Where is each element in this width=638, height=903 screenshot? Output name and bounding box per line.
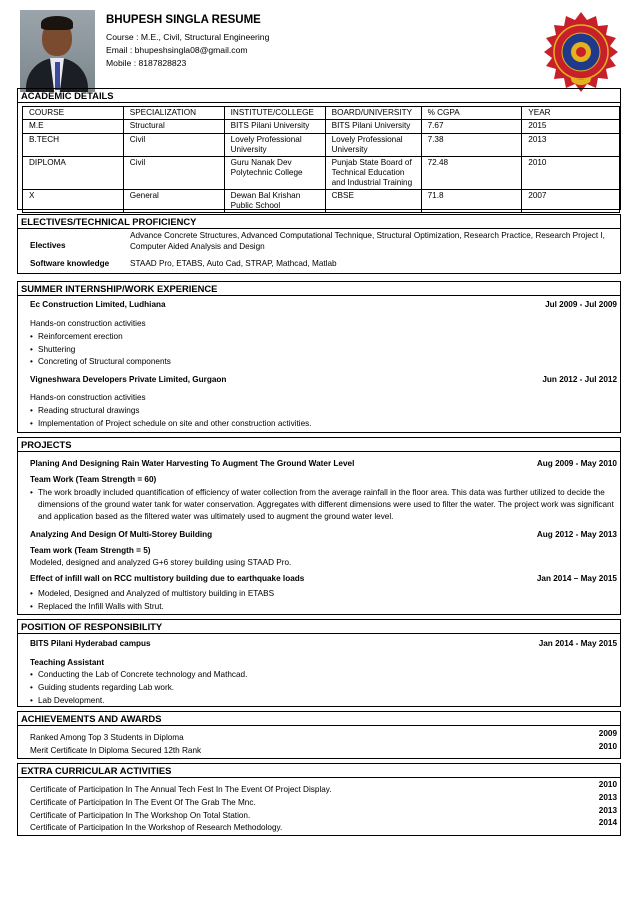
bullet-item: • Concreting of Structural components [38, 356, 171, 367]
project-description: Modeled, designed and analyzed G+6 storey building using STAAD Pro. [30, 558, 292, 567]
experience-intro: Hands-on construction activities [30, 393, 146, 402]
company-name: Vigneshwara Developers Private Limited, Gurgaon [30, 375, 227, 384]
company-name: Ec Construction Limited, Ludhiana [30, 300, 166, 309]
bullet-item: • Lab Development. [38, 695, 104, 706]
bullet-item: • Guiding students regarding Lab work. [38, 682, 174, 693]
project-title: Planing And Designing Rain Water Harvesting To Augment The Ground Water Level [30, 459, 355, 468]
table-row [23, 134, 620, 157]
table-cell: Dewan Bal Krishan Public School [224, 190, 325, 213]
table-cell: Lovely Professional University [325, 134, 421, 157]
table-cell: DIPLOMA [23, 157, 124, 190]
activity-year: 2014 [598, 818, 617, 827]
software-label: Software knowledge [30, 259, 110, 268]
table-cell: 7.67 [421, 120, 522, 134]
table-cell: General [123, 190, 224, 213]
table-header: INSTITUTE/COLLEGE [224, 107, 325, 120]
table-cell: 72.48 [421, 157, 522, 190]
table-cell: Punjab State Board of Technical Education and Industrial Training [325, 157, 421, 190]
date-range: Aug 2009 - May 2010 [536, 459, 617, 468]
software-value: STAAD Pro, ETABS, Auto Cad, STRAP, Mathcad, Matlab [130, 259, 337, 268]
table-cell: Guru Nanak Dev Polytechnic College [224, 157, 325, 190]
section-title-projects: PROJECTS [17, 437, 621, 451]
table-cell: BITS Pilani University [325, 120, 421, 134]
table-cell: 2007 [522, 190, 620, 213]
table-cell: Civil [123, 157, 224, 190]
table-header: % CGPA [421, 107, 522, 120]
activity-item: Certificate of Participation In The Annual Tech Fest In The Event Of Project Display. [30, 785, 332, 794]
activity-year: 2010 [598, 780, 617, 789]
team-info: Team work (Team Strength = 5) [30, 546, 151, 555]
organization-name: BITS Pilani Hyderabad campus [30, 639, 151, 648]
date-range: Jan 2014 – May 2015 [536, 574, 617, 583]
mobile-line: Mobile : 8187828823 [106, 58, 187, 68]
activity-item: Certificate of Participation In The Event Of The Grab The Mnc. [30, 798, 256, 807]
section-title-experience: SUMMER INTERNSHIP/WORK EXPERIENCE [17, 281, 621, 295]
table-cell: M.E [23, 120, 124, 134]
section-title-achievements: ACHIEVEMENTS AND AWARDS [17, 711, 621, 725]
table-cell: BITS Pilani University [224, 120, 325, 134]
table-cell: 2015 [522, 120, 620, 134]
date-range: Jun 2012 - Jul 2012 [542, 375, 617, 384]
bullet-item: • Replaced the Infill Walls with Strut. [38, 601, 164, 612]
project-title: Effect of infill wall on RCC multistory building due to earthquake loads [30, 574, 305, 583]
achievement-year: 2009 [598, 729, 617, 738]
table-row [23, 120, 620, 134]
table-cell: 71.8 [421, 190, 522, 213]
table-cell: B.TECH [23, 134, 124, 157]
table-cell: Civil [123, 134, 224, 157]
activity-item: Certificate of Participation In the Workshop of Research Methodology. [30, 823, 283, 832]
section-title-responsibility: POSITION OF RESPONSIBILITY [17, 619, 621, 633]
experience-intro: Hands-on construction activities [30, 319, 146, 328]
project-description: • The work broadly included quantification of efficiency of water collection from the average rainfall in the floor area. This data was further utilized to decide the dimensions of the ground water tank for water conservation. Aggregates with different dimensions were used to filter the water. The project work was significant and application based as the filtered water was ultimately used to augment the ground water level. [38, 487, 615, 522]
bullet-item: • Reinforcement erection [38, 331, 123, 342]
project-title: Analyzing And Design Of Multi-Storey Building [30, 530, 213, 539]
institute-seal-icon [540, 10, 622, 92]
table-cell: 7.38 [421, 134, 522, 157]
date-range: Jan 2014 - May 2015 [538, 639, 617, 648]
bullet-item: • Reading structural drawings [38, 405, 139, 416]
section-title-electives: ELECTIVES/TECHNICAL PROFICIENCY [17, 214, 621, 228]
section-title-extra: EXTRA CURRICULAR ACTIVITIES [17, 763, 621, 777]
achievement-item: Ranked Among Top 3 Students in Diploma [30, 733, 184, 742]
table-cell: Lovely Professional University [224, 134, 325, 157]
table-header-row [23, 107, 620, 120]
table-header: YEAR [522, 107, 620, 120]
activity-year: 2013 [598, 793, 617, 802]
table-header: COURSE [23, 107, 124, 120]
achievement-item: Merit Certificate In Diploma Secured 12th Rank [30, 746, 202, 755]
table-cell: 2010 [522, 157, 620, 190]
profile-photo [20, 10, 95, 92]
table-cell: CBSE [325, 190, 421, 213]
achievement-year: 2010 [598, 742, 617, 751]
bullet-item: • Implementation of Project schedule on site and other construction activities. [38, 418, 312, 429]
table-cell: 2013 [522, 134, 620, 157]
table-cell: Structural [123, 120, 224, 134]
bullet-item: • Shuttering [38, 344, 75, 355]
course-line: Course : M.E., Civil, Structural Engineering [106, 32, 270, 42]
date-range: Jul 2009 - Jul 2009 [545, 300, 617, 309]
electives-value: Advance Concrete Structures, Advanced Computational Technique, Structural Optimization, Research Practice, Research Project I, Computer Aided Analysis and Design [130, 231, 605, 251]
section-title-academic: ACADEMIC DETAILS [17, 88, 621, 102]
table-header: SPECIALIZATION [123, 107, 224, 120]
resume-name: BHUPESH SINGLA RESUME [106, 14, 261, 26]
table-row [23, 190, 620, 213]
table-header: BOARD/UNIVERSITY [325, 107, 421, 120]
activity-item: Certificate of Participation In The Workshop On Total Station. [30, 811, 251, 820]
bullet-item: • Modeled, Designed and Analyzed of multistory building in ETABS [38, 588, 274, 599]
electives-label: Electives [30, 241, 66, 250]
role-title: Teaching Assistant [30, 658, 105, 667]
bullet-item: • Conducting the Lab of Concrete technology and Mathcad. [38, 669, 247, 680]
table-row [23, 157, 620, 190]
email-line: Email : bhupeshsingla08@gmail.com [106, 45, 248, 55]
academic-table [22, 106, 620, 213]
table-cell: X [23, 190, 124, 213]
team-info: Team Work (Team Strength = 60) [30, 475, 157, 484]
date-range: Aug 2012 - May 2013 [536, 530, 617, 539]
activity-year: 2013 [598, 806, 617, 815]
